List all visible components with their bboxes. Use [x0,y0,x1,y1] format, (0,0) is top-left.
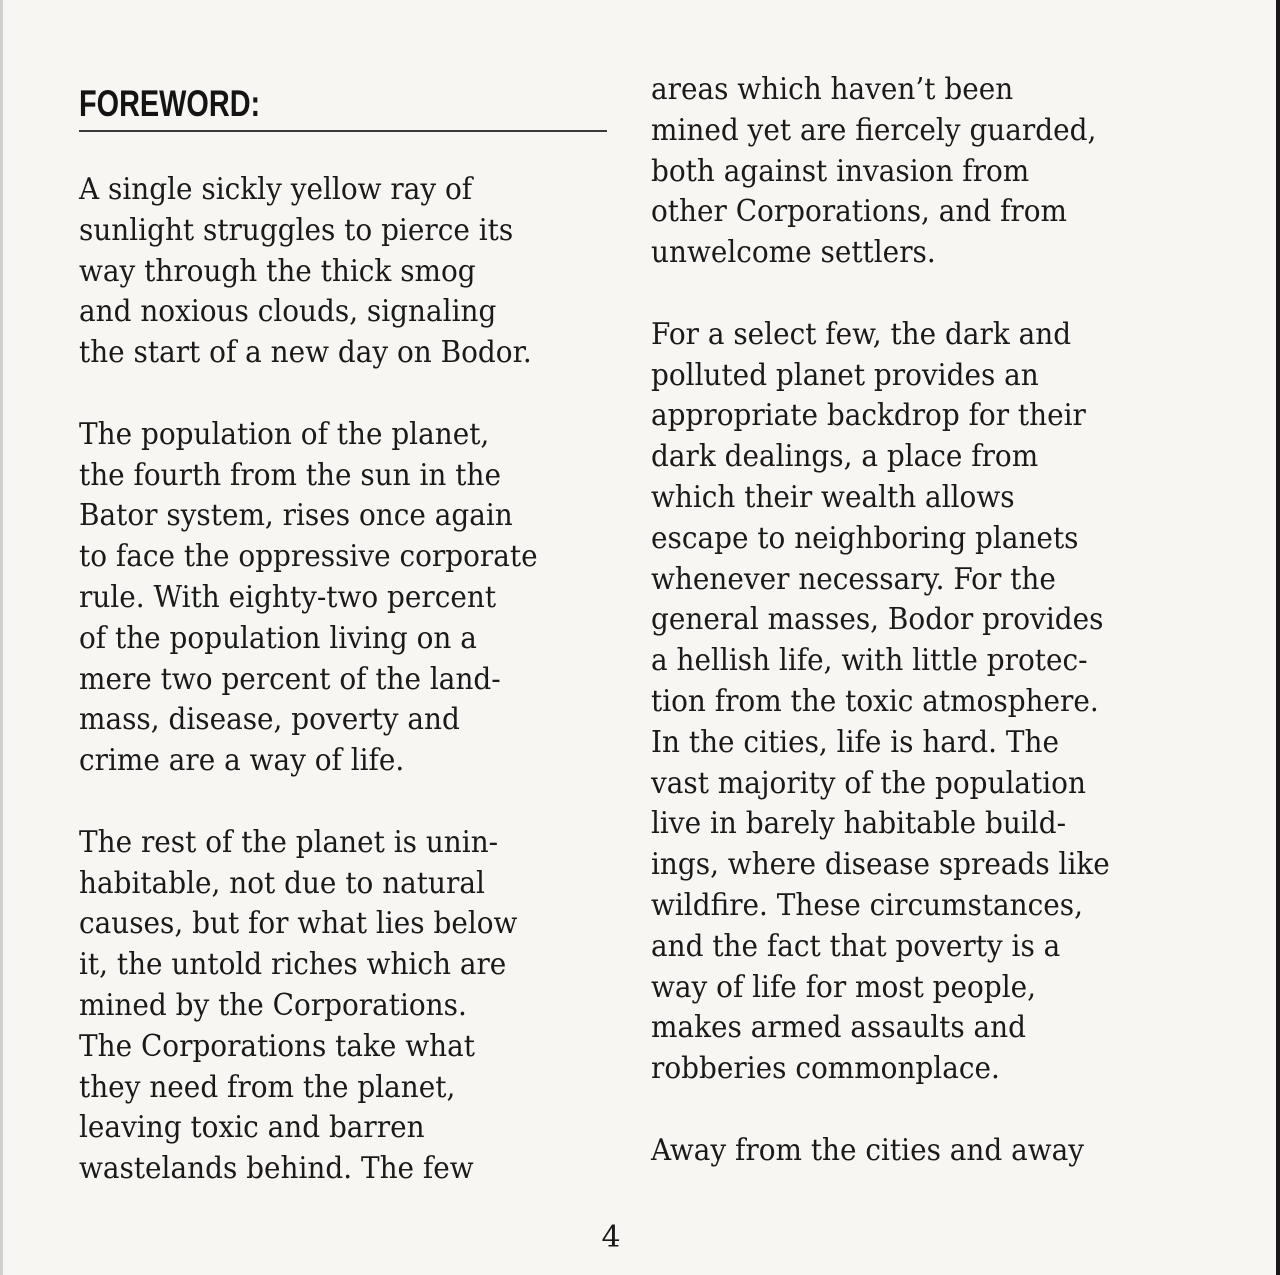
foreword-heading: FOREWORD: [79,83,261,124]
text-line: Away from the cities and away [651,1132,1085,1168]
text-line: mass, disease, poverty and [79,702,460,738]
text-line: habitable, not due to natural [79,865,485,901]
text-line: appropriate backdrop for their [651,398,1086,434]
paragraph [651,70,1144,274]
text-line: makes armed assaults and [651,1010,1027,1046]
text-line: A single sickly yellow ray of [79,172,473,207]
text-line: rule. With eighty-two percent [79,579,497,615]
paragraph [651,315,1144,1090]
text-line: The rest of the planet is unin- [79,824,499,860]
text-line: mere two percent of the land- [79,661,501,697]
text-line: escape to neighboring planets [651,520,1079,556]
text-line: tion from the toxic atmosphere. [651,683,1099,719]
text-line: In the cities, life is hard. The [651,724,1059,760]
text-line: both against invasion from [651,153,1030,189]
text-line: ings, where disease spreads like [651,847,1110,883]
text-line: crime are a way of life. [79,743,405,779]
heading-underline [79,130,607,132]
text-line: mined yet are fiercely guarded, [651,112,1097,148]
text-line: Bator system, rises once again [79,498,513,534]
text-line: wastelands behind. The few [79,1151,474,1187]
paragraph [651,1131,1144,1172]
text-line: polluted planet provides an [651,357,1039,393]
paragraph [79,415,572,782]
paragraph-gap [79,374,572,415]
text-line: mined by the Corporations. [79,987,467,1023]
paragraph [79,823,572,1190]
text-line: of the population living on a [79,620,477,656]
text-line: other Corporations, and from [651,194,1068,230]
text-line: leaving toxic and barren [79,1110,425,1146]
text-line: the start of a new day on Bodor. [79,335,532,371]
text-line: dark dealings, a place from [651,439,1039,475]
paragraph-gap [79,782,572,823]
text-line: the fourth from the sun in the [79,457,501,493]
text-line: which their wealth allows [651,479,1015,515]
text-line: and the fact that poverty is a [651,928,1061,964]
text-line: robberies commonplace. [651,1051,1000,1087]
text-line: way through the thick smog [79,253,476,289]
text-line: to face the oppressive corporate [79,539,538,575]
text-line: causes, but for what lies below [79,906,518,942]
left-column [79,170,572,1190]
text-line: areas which haven’t been [651,72,1014,107]
page-number: 4 [601,1220,621,1255]
text-line: whenever necessary. For the [651,561,1056,597]
text-line: The population of the planet, [79,416,490,452]
paragraph [79,170,572,374]
right-column [651,70,1144,1172]
text-line: a hellish life, with little protec- [651,643,1088,679]
text-line: vast majority of the population [651,765,1086,801]
text-line: live in barely habitable build- [651,806,1067,842]
text-line: wildfire. These circumstances, [651,887,1083,923]
text-line: and noxious clouds, signaling [79,294,497,330]
text-line: For a select few, the dark and [651,316,1072,352]
text-line: The Corporations take what [79,1028,475,1064]
text-line: it, the untold riches which are [79,947,507,983]
text-line: general masses, Bodor provides [651,602,1104,638]
text-line: they need from the planet, [79,1069,456,1105]
text-line: unwelcome settlers. [651,235,936,271]
paragraph-gap [651,1090,1144,1131]
text-line: sunlight struggles to pierce its [79,212,514,248]
paragraph-gap [651,274,1144,315]
text-line: way of life for most people, [651,969,1037,1005]
